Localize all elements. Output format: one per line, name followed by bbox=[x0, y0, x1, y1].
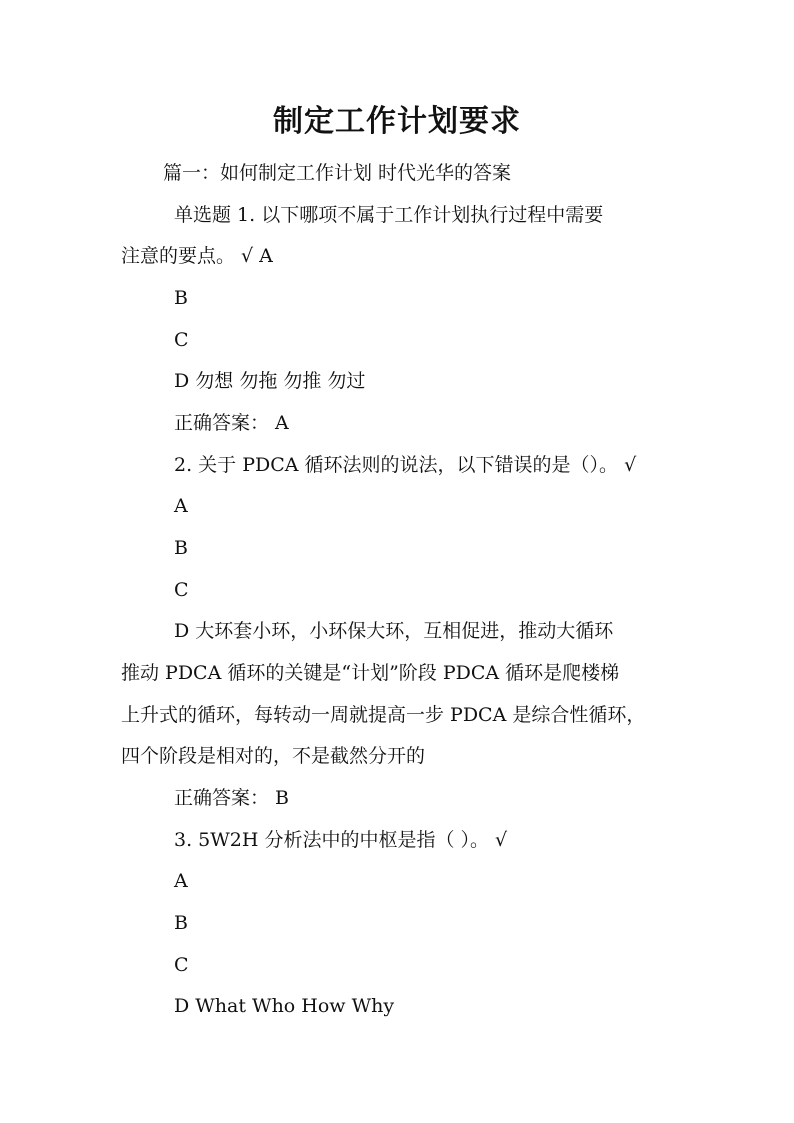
question-2-option-d-continued: 上升式的循环，每转动一周就提高一步 PDCA 是综合性循环， bbox=[121, 704, 646, 726]
question-3-text: 3. 5W2H 分析法中的中枢是指（ ）。 √ bbox=[174, 829, 508, 851]
question-1-option-c: C bbox=[174, 329, 189, 351]
question-1-option-b: B bbox=[174, 287, 188, 309]
question-2-option-c: C bbox=[174, 579, 189, 601]
article-subtitle: 篇一：如何制定工作计划 时代光华的答案 bbox=[163, 162, 512, 184]
question-2-option-a: A bbox=[174, 495, 188, 517]
question-1-answer: 正确答案： A bbox=[174, 412, 289, 434]
question-2-option-b: B bbox=[174, 537, 188, 559]
question-3-option-c: C bbox=[174, 954, 189, 976]
question-2-option-d-continued: 推动 PDCA 循环的关键是“计划”阶段 PDCA 循环是爬楼梯 bbox=[121, 662, 620, 684]
question-3-option-b: B bbox=[174, 912, 188, 934]
question-1-text-continued: 注意的要点。 √ A bbox=[121, 245, 273, 267]
question-2-answer: 正确答案： B bbox=[174, 787, 290, 809]
question-1-text: 单选题 1. 以下哪项不属于工作计划执行过程中需要 bbox=[174, 204, 604, 226]
question-3-option-d: D What Who How Why bbox=[174, 995, 395, 1017]
question-2-option-d-continued: 四个阶段是相对的，不是截然分开的 bbox=[121, 745, 426, 767]
question-1-option-d: D 勿想 勿拖 勿推 勿过 bbox=[174, 370, 366, 392]
document-title: 制定工作计划要求 bbox=[273, 104, 521, 139]
question-2-option-d: D 大环套小环，小环保大环，互相促进，推动大循环 bbox=[174, 620, 614, 642]
question-3-option-a: A bbox=[174, 870, 188, 892]
question-2-text: 2. 关于 PDCA 循环法则的说法，以下错误的是（）。 √ bbox=[174, 454, 637, 476]
